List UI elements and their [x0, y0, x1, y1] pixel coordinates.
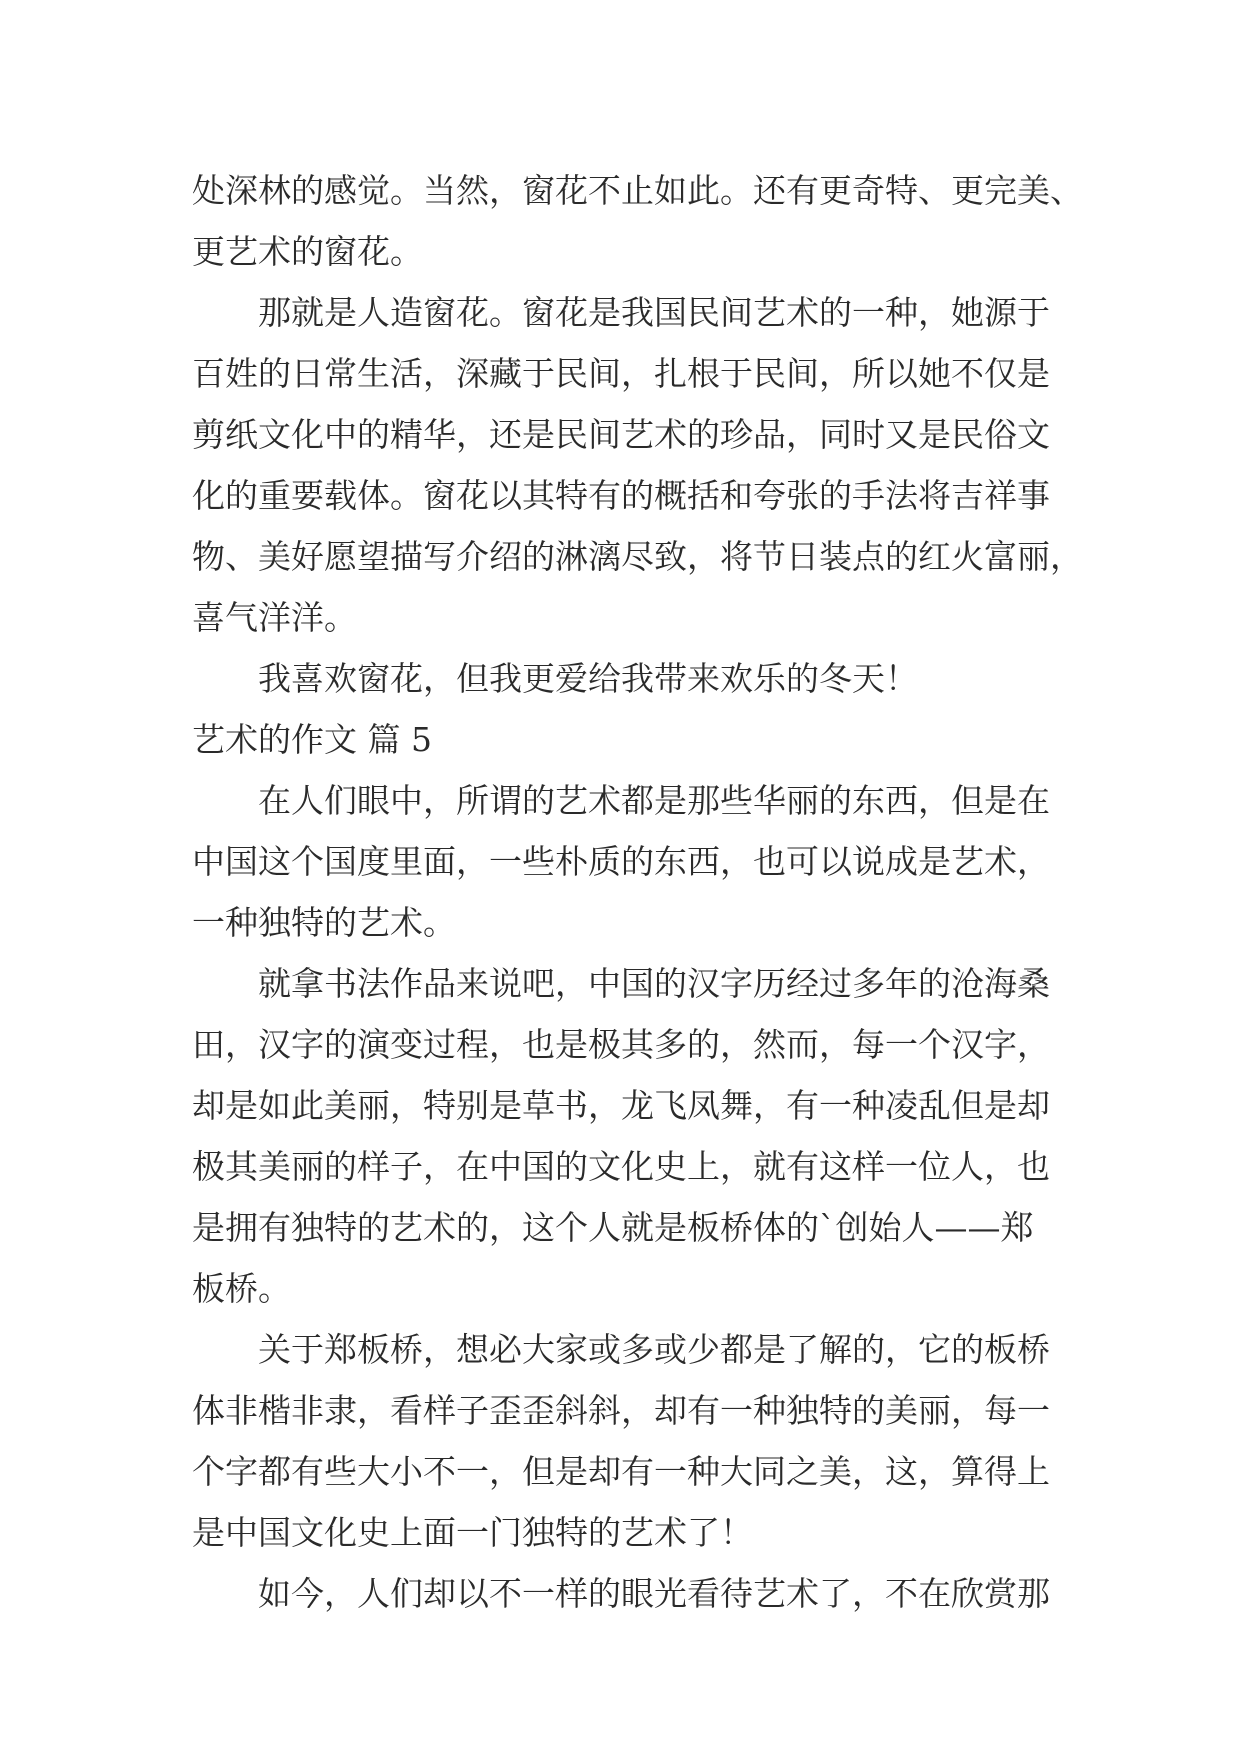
text-line: 我喜欢窗花，但我更爱给我带来欢乐的冬天！ — [258, 659, 918, 698]
text-line: 关于郑板桥，想必大家或多或少都是了解的，它的板桥 — [258, 1330, 1050, 1369]
text-line: 田，汉字的演变过程，也是极其多的，然而，每一个汉字， — [192, 1025, 1050, 1064]
text-line: 喜气洋洋。 — [192, 598, 357, 637]
text-line: 处深林的感觉。当然，窗花不止如此。还有更奇特、更完美、 — [192, 171, 1083, 210]
text-line: 在人们眼中，所谓的艺术都是那些华丽的东西，但是在 — [258, 781, 1050, 820]
text-line: 更艺术的窗花。 — [192, 232, 423, 271]
text-line: 物、美好愿望描写介绍的淋漓尽致，将节日装点的红火富丽， — [192, 537, 1083, 576]
text-line: 剪纸文化中的精华，还是民间艺术的珍品，同时又是民俗文 — [192, 415, 1050, 454]
text-line: 中国这个国度里面，一些朴质的东西，也可以说成是艺术， — [192, 842, 1050, 881]
text-line: 却是如此美丽，特别是草书，龙飞凤舞，有一种凌乱但是却 — [192, 1086, 1050, 1125]
text-line: 个字都有些大小不一，但是却有一种大同之美，这，算得上 — [192, 1452, 1050, 1491]
text-line: 板桥。 — [192, 1269, 291, 1308]
text-line: 如今，人们却以不一样的眼光看待艺术了，不在欣赏那 — [258, 1574, 1050, 1613]
text-line: 百姓的日常生活，深藏于民间，扎根于民间，所以她不仅是 — [192, 354, 1050, 393]
text-line: 是中国文化史上面一门独特的艺术了！ — [192, 1513, 753, 1552]
text-line: 化的重要载体。窗花以其特有的概括和夸张的手法将吉祥事 — [192, 476, 1050, 515]
text-line: 体非楷非隶，看样子歪歪斜斜，却有一种独特的美丽，每一 — [192, 1391, 1050, 1430]
text-line: 一种独特的艺术。 — [192, 903, 456, 942]
text-line: 那就是人造窗花。窗花是我国民间艺术的一种，她源于 — [258, 293, 1050, 332]
section-heading: 艺术的作文 篇 5 — [192, 720, 432, 759]
document-body — [192, 160, 1083, 1624]
text-line: 极其美丽的样子，在中国的文化史上，就有这样一位人，也 — [192, 1147, 1050, 1186]
text-line: 是拥有独特的艺术的，这个人就是板桥体的`创始人——郑 — [192, 1208, 1034, 1247]
text-line: 就拿书法作品来说吧，中国的汉字历经过多年的沧海桑 — [258, 964, 1050, 1003]
